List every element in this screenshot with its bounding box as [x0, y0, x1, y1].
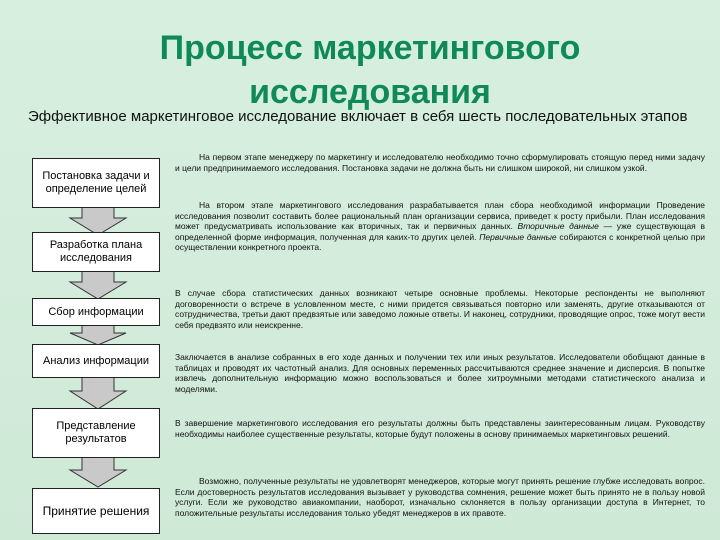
step-1-description-text: На первом этапе менеджеру по маркетингу и исследователю необходимо точно сформулировать стоящую перед ними задачу и цели предпринимаемого исследования. Постановка задачи не должна быть ни слишком широкой, ни слишком узкой.	[175, 152, 705, 173]
step-5-description	[175, 418, 705, 439]
step-4-description-text: Заключается в анализе собранных в его ходе данных и получении тех или иных результатов. Исследователи обобщают данные в таблицах и проводят их частотный анализ. Для основных переменных рассчитываются среднее значение и дисперсия. В попытке извлечь дополнительную информацию можно воспользоваться и более хитроумными методами статистического анализа и моделями.	[175, 352, 705, 394]
title-line-2: исследования	[249, 73, 491, 111]
step-5-description-text: В завершение маркетингового исследования его результаты должны быть представлены заинтересованным лицам. Руководству необходимы наиболее существенные результаты, которые будут положены в основу принимаемых маркетинговых решений.	[175, 418, 705, 439]
step-6-label: Принятие решения	[42, 503, 150, 518]
step-3-description-text: В случае сбора статистических данных возникают четыре основные проблемы. Некоторые респонденты не выполняют договоренности о встрече в условленном месте, с ними придется связываться повторно или заменять, другие отказываются от сотрудничества, третьи дают предвзятые или заведомо ложные ответы. И наконец, сотрудники, проводящие опрос, тоже могут вести себя предвзято или неискренне.	[175, 288, 705, 330]
step-4-label: Анализ информации	[43, 354, 149, 367]
step-3-box	[32, 298, 160, 326]
step-3-label: Сбор информации	[48, 305, 144, 318]
step-1-label: Постановка задачи и определение целей	[42, 170, 150, 195]
step-4-description	[175, 352, 705, 394]
step-2-label: Разработка плана исследования	[49, 239, 143, 264]
step-2-description-text: На втором этапе маркетингового исследования разрабатывается план сбора необходимой информации Проведение исследования позволит составить более рациональный план организации сервиса, приведет к росту прибыли. План исследования может предусматривать использование как вторичных, так и первичных данных.	[175, 200, 705, 231]
step-2-box	[32, 232, 160, 272]
down-arrow-icon	[66, 270, 130, 300]
step-2-description	[175, 200, 705, 253]
step-5-label: Представление результатов	[56, 420, 136, 445]
intro-text: Эффективное маркетинговое исследование включает в себя шесть последовательных этапов	[28, 108, 688, 125]
page-title	[70, 26, 670, 114]
down-arrow-icon	[66, 324, 130, 346]
step-2-description-cont: — уже существующая в определенной форме информация, полученная для каких-то других целей.	[175, 221, 705, 242]
step-1-box	[32, 158, 160, 208]
primary-data-term: Первичные данные	[479, 231, 557, 242]
step-5-box	[32, 408, 160, 458]
step-3-description	[175, 288, 705, 330]
step-1-description	[175, 152, 705, 173]
step-6-description	[175, 476, 705, 518]
step-2-description-end: собираются с конкретной целью при осуществлении конкретного проекта.	[175, 231, 706, 252]
step-6-description-text: Возможно, полученные результаты не удовлетворят менеджеров, которые могут принять решение глубже исследовать вопрос. Если достоверность результатов исследования вызывает у руководства сомнения, решение может быть принято не в пользу новой услуги. Если же руководство авиакомпании, наоборот, изначально склоняется в пользу организации доступа в Интернет, то положительные результаты исследования только убедят менеджеров в их правоте.	[175, 476, 705, 518]
step-6-box	[32, 488, 160, 534]
title-line-1: Процесс маркетингового	[159, 29, 581, 67]
secondary-data-term: Вторичные данные	[517, 221, 599, 231]
down-arrow-icon	[66, 456, 130, 488]
down-arrow-icon	[66, 376, 130, 410]
step-4-box	[32, 344, 160, 378]
